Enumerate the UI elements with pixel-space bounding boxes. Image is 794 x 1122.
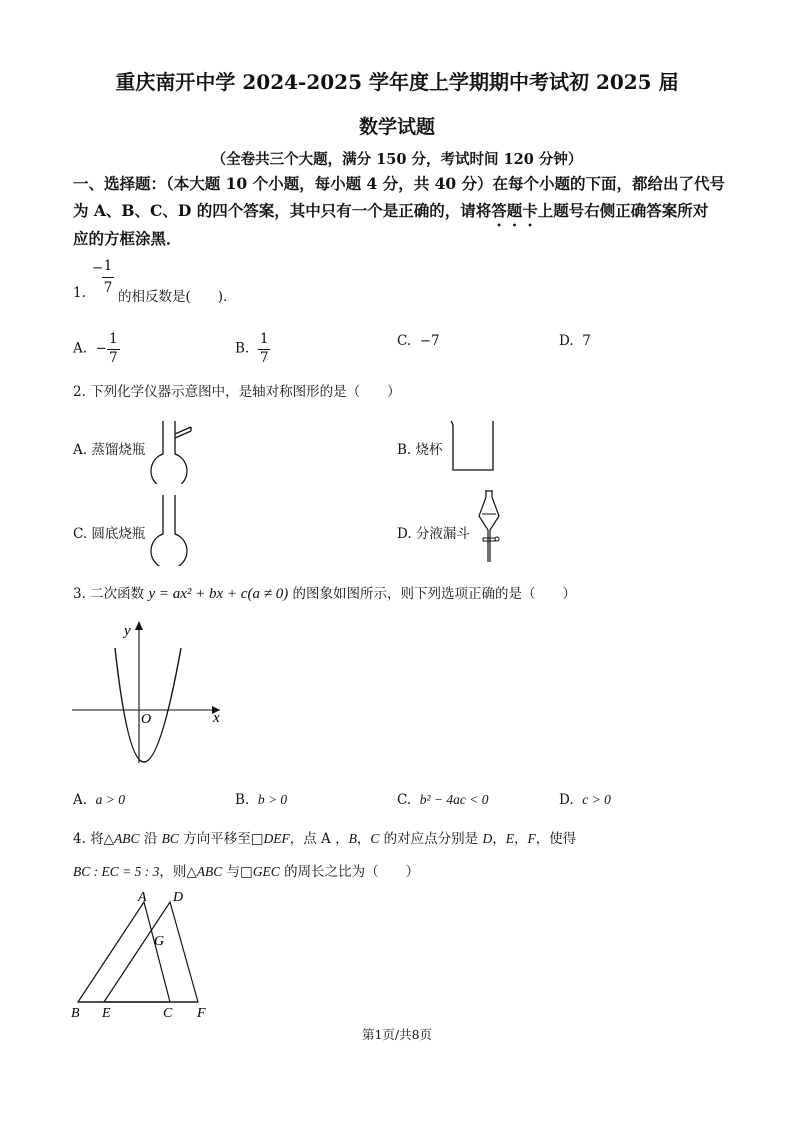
q2-option-c-label: C. 圆底烧瓶 <box>73 526 146 542</box>
q1-option-c: C. −7 <box>397 333 440 349</box>
q3-option-b: B. b > 0 <box>235 792 288 808</box>
beaker-icon <box>448 418 498 474</box>
q4-triangle-figure <box>66 886 216 1022</box>
distillation-flask-icon <box>145 418 197 484</box>
section1-line3: 应的方框涂黑． <box>73 229 182 248</box>
q1-option-a: A. − $\frac{1}{7}$ <box>73 331 118 366</box>
point-c-label: C <box>163 1006 173 1021</box>
q4-stem-line1: 4. 将△ABC 沿 BC 方向平移至□DEF，点 A ，B，C 的对应点分别是 D，E，F，使得 <box>73 831 577 847</box>
q2-option-d-label: D. 分液漏斗 <box>397 526 470 542</box>
point-d-label: D <box>173 890 184 905</box>
q3-option-c: C. b² − 4ac < 0 <box>397 792 489 808</box>
section1-line1: 一、选择题：（本大题 10 个小题，每小题 4 分，共 40 分）在每个小题的下面，都给出了代号 <box>73 174 726 193</box>
x-axis-label: x <box>213 710 220 726</box>
point-e-label: E <box>102 1006 111 1021</box>
answer-card-emphasis: 答题卡 <box>491 201 538 220</box>
separatory-funnel-icon <box>474 488 504 568</box>
exam-title: 重庆南开中学 2024-2025 学年度上学期期中考试初 2025 届 <box>115 70 679 94</box>
q3-formula: y = ax² + bx + c(a ≠ 0) <box>148 586 289 602</box>
origin-label: O <box>141 712 152 727</box>
round-bottom-flask-icon <box>145 492 195 566</box>
q3-parabola-graph <box>68 618 228 768</box>
q3-option-d: D. c > 0 <box>559 792 611 808</box>
point-f-label: F <box>197 1006 206 1021</box>
q3-option-a: A. a > 0 <box>73 792 126 808</box>
q2-option-a-label: A. 蒸馏烧瓶 <box>73 442 146 458</box>
exam-note: （全卷共三个大题，满分 150 分，考试时间 120 分钟） <box>211 151 583 168</box>
q1-stem-minus: − <box>92 260 104 276</box>
page-number: 第1页/共8页 <box>361 1027 433 1042</box>
y-axis-label: y <box>124 623 131 639</box>
section1-line2: 为 A、B、C、D 的四个答案，其中只有一个是正确的，请将答题卡上题号右侧正确答案所对 <box>73 201 709 220</box>
q4-stem-line2: BC : EC = 5 : 3，则△ABC 与□GEC 的周长之比为（ ） <box>73 864 420 880</box>
point-b-label: B <box>71 1006 80 1021</box>
q1-stem-text: 的相反数是( )． <box>118 289 237 305</box>
q1-stem-fraction: 1 7 <box>103 258 113 296</box>
q2-option-b-label: B. 烧杯 <box>397 442 443 458</box>
subject-title: 数学试题 <box>358 116 435 138</box>
point-g-label: G <box>154 934 165 949</box>
q1-option-d: D. 7 <box>559 333 591 349</box>
q2-stem: 2. 下列化学仪器示意图中，是轴对称图形的是（ ） <box>73 384 401 400</box>
q3-stem: 3. 二次函数 y = ax² + bx + c(a ≠ 0) 的图象如图所示，则下列选项正确的是（ ） <box>73 586 576 602</box>
point-a-label: A <box>138 890 147 905</box>
q1-number: 1. <box>73 285 86 301</box>
q1-option-b: B. $\frac{1}{7}$ <box>235 331 269 366</box>
